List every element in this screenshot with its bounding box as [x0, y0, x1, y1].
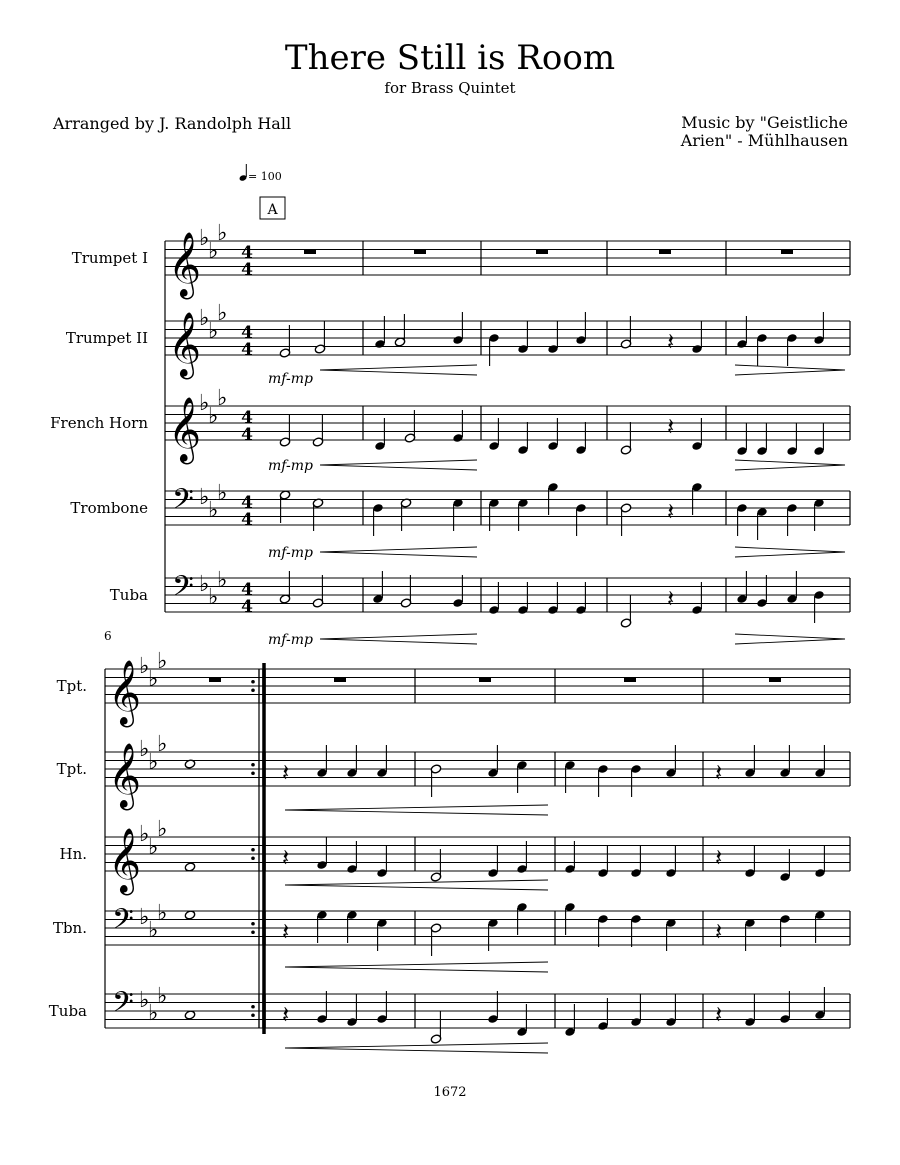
- dynamic-marking: mf-mp: [268, 545, 313, 561]
- diminuendo-line: [735, 370, 845, 375]
- whole-rest: [769, 678, 781, 683]
- staff-system2-3: [105, 817, 850, 895]
- flat-icon: ♭: [139, 737, 150, 762]
- flat-icon: ♭: [157, 984, 168, 1009]
- crescendo-line: [320, 465, 477, 470]
- diminuendo-line: [735, 547, 845, 552]
- flat-icon: ♭: [148, 918, 159, 943]
- tempo-value: = 100: [248, 170, 282, 183]
- quarter-rest-icon: 𝄽: [282, 843, 290, 872]
- quarter-rest-icon: 𝄽: [667, 584, 675, 613]
- quarter-rest-icon: 𝄽: [667, 497, 675, 526]
- diminuendo-line: [735, 465, 845, 470]
- dynamic-marking: mf-mp: [268, 458, 313, 474]
- system2-notes: [282, 902, 826, 956]
- instrument-label: French Horn: [50, 414, 148, 432]
- flat-icon: ♭: [148, 667, 159, 692]
- page-title: There Still is Room: [284, 38, 616, 78]
- crescendo-line: [320, 639, 477, 644]
- instrument-label-short: Tpt.: [56, 760, 87, 778]
- dynamic-marking: mf-mp: [268, 632, 313, 648]
- crescendo-line: [320, 370, 477, 375]
- measure-number: 6: [104, 629, 112, 643]
- flat-icon: ♭: [157, 901, 168, 926]
- rehearsal-mark-label: A: [267, 202, 278, 218]
- quarter-rest-icon: 𝄽: [282, 917, 290, 946]
- time-sig-bottom: 4: [241, 425, 253, 445]
- crescendo-line: [285, 967, 548, 972]
- crescendo-line: [285, 810, 548, 815]
- flat-icon: ♭: [139, 905, 150, 930]
- quarter-rest-icon: 𝄽: [715, 917, 723, 946]
- quarter-rest-icon: 𝄽: [715, 1000, 723, 1029]
- flat-icon: ♭: [217, 481, 228, 506]
- staff-system2-5: [105, 984, 850, 1028]
- instrument-label-short: Hn.: [59, 845, 87, 863]
- staff-system1-2: [165, 301, 850, 379]
- tuba-notes: [279, 571, 824, 628]
- flat-icon: ♭: [217, 568, 228, 593]
- flat-icon: ♭: [157, 732, 168, 757]
- crescendo-line: [320, 365, 477, 370]
- flat-icon: ♭: [208, 319, 219, 344]
- flat-icon: ♭: [217, 386, 228, 411]
- repeat-dot: [251, 680, 255, 684]
- whole-rest: [334, 678, 346, 683]
- staff-system1-1: [165, 221, 850, 299]
- quarter-rest-icon: 𝄽: [667, 327, 675, 356]
- instrument-label: Trumpet II: [65, 329, 148, 347]
- quarter-rest-icon: 𝄽: [715, 843, 723, 872]
- crescendo-line: [285, 805, 548, 810]
- crescendo-line: [285, 1048, 548, 1053]
- crescendo-line: [285, 885, 548, 890]
- flat-icon: ♭: [199, 226, 210, 251]
- whole-rest: [659, 250, 671, 255]
- diminuendo-line: [735, 634, 845, 639]
- time-sig-bottom: 4: [241, 340, 253, 360]
- whole-rest: [781, 250, 793, 255]
- bass-clef-icon: 𝄢: [112, 903, 134, 943]
- time-sig-top: 4: [241, 580, 253, 600]
- diminuendo-line: [735, 365, 845, 370]
- system2-notes: [282, 987, 826, 1044]
- quarter-rest-icon: 𝄽: [667, 412, 675, 441]
- composer-line-2: Arien" - Mühlhausen: [680, 131, 848, 150]
- flat-icon: ♭: [148, 750, 159, 775]
- flat-icon: ♭: [199, 485, 210, 510]
- staff-system2-4: [105, 901, 850, 945]
- bass-clef-icon: 𝄢: [172, 570, 194, 610]
- flat-icon: ♭: [208, 498, 219, 523]
- instrument-label-short: Tuba: [48, 1002, 87, 1020]
- treble-clef-icon: 𝄞: [168, 232, 202, 297]
- treble-clef-icon: 𝄞: [108, 828, 142, 893]
- flat-icon: ♭: [208, 404, 219, 429]
- diminuendo-line: [735, 460, 845, 465]
- time-sig-top: 4: [241, 493, 253, 513]
- instrument-label: Trombone: [70, 499, 148, 517]
- instrument-label-short: Tbn.: [52, 919, 87, 937]
- repeat-dot: [251, 688, 255, 692]
- repeat-dot: [251, 922, 255, 926]
- repeat-dot: [251, 1013, 255, 1017]
- treble-clef-icon: 𝄞: [108, 743, 142, 808]
- treble-clef-icon: 𝄞: [168, 312, 202, 377]
- quarter-rest-icon: 𝄽: [715, 758, 723, 787]
- repeat-dot: [251, 848, 255, 852]
- flat-icon: ♭: [217, 221, 228, 246]
- repeat-dot: [251, 771, 255, 775]
- crescendo-line: [285, 1043, 548, 1048]
- crescendo-line: [285, 962, 548, 967]
- time-sig-top: 4: [241, 323, 253, 343]
- flat-icon: ♭: [157, 817, 168, 842]
- quarter-rest-icon: 𝄽: [282, 758, 290, 787]
- whole-rest: [209, 678, 221, 683]
- diminuendo-line: [735, 552, 845, 557]
- time-sig-bottom: 4: [241, 597, 253, 617]
- flat-icon: ♭: [199, 306, 210, 331]
- system2-notes: [282, 837, 826, 882]
- whole-rest: [414, 250, 426, 255]
- flat-icon: ♭: [139, 654, 150, 679]
- flat-icon: ♭: [157, 649, 168, 674]
- whole-rest: [479, 678, 491, 683]
- quarter-rest-icon: 𝄽: [282, 1000, 290, 1029]
- treble-clef-icon: 𝄞: [168, 397, 202, 462]
- crescendo-line: [285, 880, 548, 885]
- time-sig-top: 4: [241, 243, 253, 263]
- page-number: 1672: [433, 1085, 467, 1100]
- instrument-label-short: Tpt.: [56, 677, 87, 695]
- crescendo-line: [320, 547, 477, 552]
- time-sig-top: 4: [241, 408, 253, 428]
- horn-notes: [279, 410, 824, 456]
- trumpet2-notes: [279, 312, 824, 366]
- instrument-label: Tuba: [109, 586, 148, 604]
- composer-line-1: Music by "Geistliche: [681, 113, 848, 132]
- flat-icon: ♭: [208, 585, 219, 610]
- diminuendo-line: [735, 639, 845, 644]
- repeat-dot: [251, 856, 255, 860]
- tempo-marking: [239, 164, 282, 183]
- page-subtitle: for Brass Quintet: [384, 79, 516, 97]
- time-sig-bottom: 4: [241, 510, 253, 530]
- crescendo-line: [320, 634, 477, 639]
- instrument-label: Trumpet I: [71, 249, 148, 267]
- dynamic-marking: mf-mp: [268, 371, 313, 387]
- flat-icon: ♭: [148, 835, 159, 860]
- whole-rest: [536, 250, 548, 255]
- staff-system1-4: [165, 481, 850, 530]
- arranger-credit: Arranged by J. Randolph Hall: [53, 114, 292, 133]
- bass-clef-icon: 𝄢: [112, 986, 134, 1026]
- staff-system1-3: [165, 386, 850, 464]
- flat-icon: ♭: [199, 572, 210, 597]
- bass-clef-icon: 𝄢: [172, 483, 194, 523]
- staff-system2-1: [105, 649, 850, 727]
- rehearsal-mark: [260, 197, 285, 219]
- repeat-dot: [251, 1005, 255, 1009]
- flat-icon: ♭: [139, 822, 150, 847]
- repeat-dot: [251, 930, 255, 934]
- flat-icon: ♭: [199, 391, 210, 416]
- repeat-dot: [251, 763, 255, 767]
- flat-icon: ♭: [139, 988, 150, 1013]
- crescendo-line: [320, 460, 477, 465]
- flat-icon: ♭: [208, 239, 219, 264]
- flat-icon: ♭: [217, 301, 228, 326]
- staff-system1-5: [165, 568, 850, 617]
- staff-system2-2: [105, 732, 850, 810]
- whole-rest: [624, 678, 636, 683]
- whole-rest: [304, 250, 316, 255]
- flat-icon: ♭: [148, 1001, 159, 1026]
- treble-clef-icon: 𝄞: [108, 660, 142, 725]
- crescendo-line: [320, 552, 477, 557]
- system2-notes: [282, 745, 826, 797]
- time-sig-bottom: 4: [241, 260, 253, 280]
